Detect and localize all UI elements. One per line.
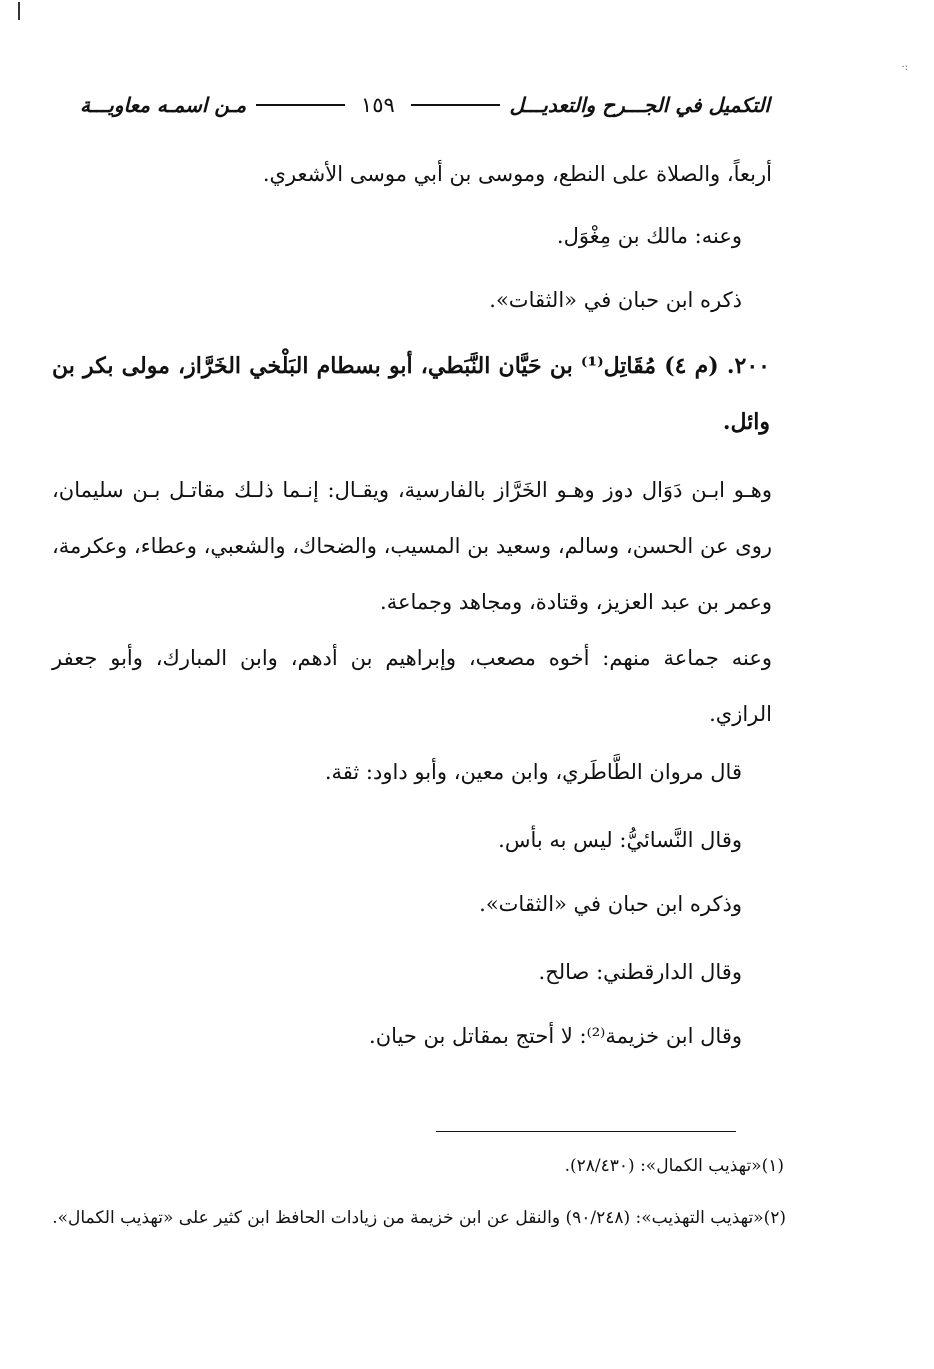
scan-edge-mark <box>18 2 20 20</box>
body-line: وذكره ابن حبان في «الثقات». <box>479 892 742 916</box>
body-line: وقال الدارقطني: صالح. <box>538 960 742 984</box>
body-line: وقال ابن خزيمة⁽²⁾: لا أحتج بمقاتل بن حيان. <box>369 1024 742 1048</box>
running-head <box>80 88 770 122</box>
footnote: (١)«تهذيب الكمال»: (٢٨/٤٣٠). <box>564 1156 784 1176</box>
page-number: ١٥٩ <box>360 93 395 117</box>
body-paragraph: وهـو ابـن دَوَال دوز وهـو الخَرَّاز بالفارسية، ويقـال: إنـما ذلـك مقاتـل بـن سليمان، روى عن الحسن، وسالم، وسعيد بن المسيب، والضحاك، والشعبي، وعطاء، وعكرمة، وعمر بن عبد العزيز، وقتادة، ومجاهد وجماعة. <box>52 478 772 614</box>
body-paragraph: وعنه جماعة منهم: أخوه مصعب، وإبراهيم بن أدهم، وابن المبارك، وأبو جعفر الرازي. <box>52 646 772 726</box>
scan-dust-mark: ·: <box>901 62 908 73</box>
running-head-dash <box>256 104 345 106</box>
running-head-dash <box>411 104 500 106</box>
body-line: وعنه: مالك بن مِغْوَل. <box>556 224 742 248</box>
running-head-section: مـن اسمـه معاويـــة <box>79 93 247 117</box>
footnote-separator <box>436 1131 736 1132</box>
entry-heading: ٢٠٠. (م ٤) مُقَاتِل⁽¹⁾ بن حَيَّان النَّبَطي، أبو بسطام البَلْخي الخَرَّاز، مولى بكر بن وائل. <box>52 353 770 435</box>
body-line: ذكره ابن حبان في «الثقات». <box>489 288 742 312</box>
footnote: (٢)«تهذيب التهذيب»: (٩٠/٢٤٨) والنقل عن ابن خزيمة من زيادات الحافظ ابن كثير على «تهذيب الكمال». <box>52 1208 786 1228</box>
body-line: أربعاً، والصلاة على النطع، وموسى بن أبي موسى الأشعري. <box>262 162 772 186</box>
body-line: وقال النَّسائيُّ: ليس به بأس. <box>498 828 742 852</box>
body-line: قال مروان الطَّاطَري، وابن معين، وأبو داود: ثقة. <box>324 760 742 784</box>
running-head-title: التكميل في الجـــرح والتعديـــل <box>509 93 770 117</box>
